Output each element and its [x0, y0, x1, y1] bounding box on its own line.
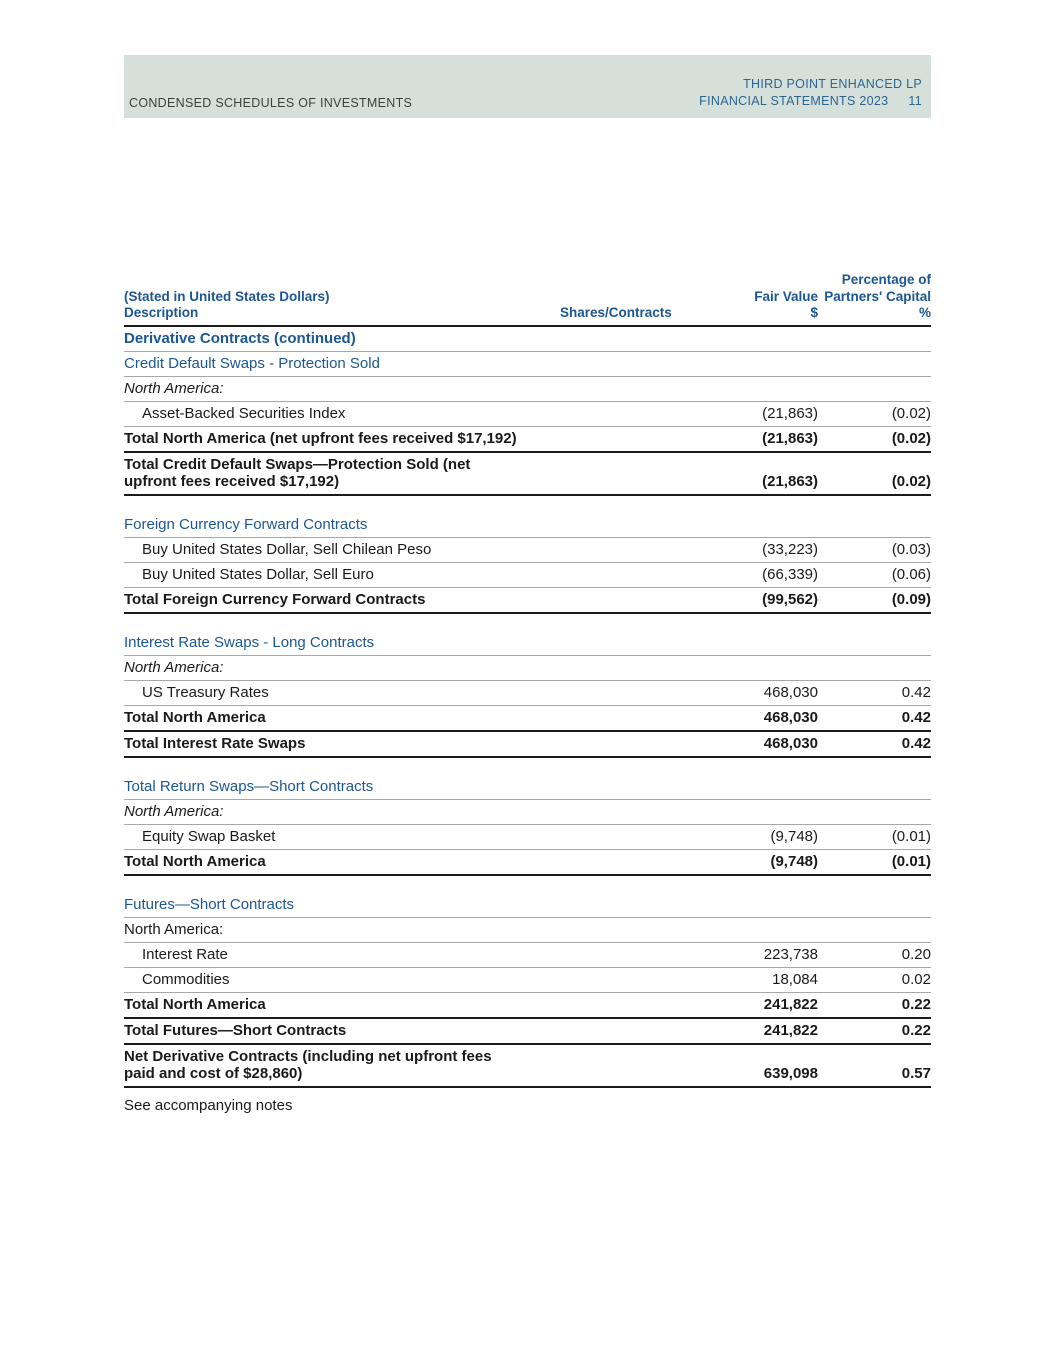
fair-value-cell: 468,030	[763, 683, 818, 701]
row-label: Total Foreign Currency Forward Contracts	[124, 590, 426, 608]
percentage-cell: 0.20	[901, 945, 931, 963]
row-label: Total North America (net upfront fees received $17,192)	[124, 429, 517, 447]
percentage-cell: (0.02)	[891, 472, 931, 490]
table-row	[124, 402, 931, 427]
fair-value-cell: (99,562)	[762, 590, 818, 608]
percentage-cell: (0.06)	[891, 565, 931, 583]
table-row-spacer	[124, 496, 931, 513]
row-label: Equity Swap Basket	[142, 827, 276, 845]
fair-value-cell: (21,863)	[762, 429, 818, 447]
fair-value-cell: (9,748)	[770, 852, 818, 870]
percentage-cell: 0.57	[901, 1064, 931, 1082]
table-body	[124, 327, 931, 1088]
col-header-percent-sign: %	[918, 305, 931, 320]
col-header-shares-contracts: Shares/Contracts	[560, 305, 672, 320]
table-row	[124, 427, 931, 453]
row-label: Buy United States Dollar, Sell Chilean Peso	[142, 540, 432, 558]
accompanying-notes-reference: See accompanying notes	[124, 1096, 293, 1114]
row-label: North America:	[124, 379, 224, 397]
investments-table	[124, 272, 931, 1114]
fair-value-cell: 223,738	[763, 945, 818, 963]
page-number: 11	[908, 94, 922, 108]
col-header-partners-capital: Partners' Capital	[824, 288, 931, 304]
percentage-cell: (0.01)	[891, 852, 931, 870]
company-name: THIRD POINT ENHANCED LP	[743, 77, 922, 91]
row-label: Credit Default Swaps - Protection Sold	[124, 354, 380, 372]
percentage-cell: (0.02)	[891, 429, 931, 447]
fair-value-cell: (9,748)	[770, 827, 818, 845]
row-label: Interest Rate Swaps - Long Contracts	[124, 633, 375, 651]
header-right-block	[699, 76, 922, 110]
row-label: Total North America	[124, 852, 266, 870]
table-row	[124, 631, 931, 656]
table-row-spacer	[124, 614, 931, 631]
table-row	[124, 453, 931, 496]
table-row	[124, 656, 931, 681]
table-row	[124, 1045, 931, 1088]
row-label: Foreign Currency Forward Contracts	[124, 515, 368, 533]
table-row	[124, 327, 931, 352]
row-label: Total North America	[124, 708, 266, 726]
percentage-cell: 0.22	[901, 995, 931, 1013]
row-label: Total North America	[124, 995, 266, 1013]
table-header	[124, 272, 931, 327]
table-header-row-2	[124, 289, 931, 306]
row-label: Commodities	[142, 970, 230, 988]
col-header-fair-value: Fair Value	[754, 288, 818, 304]
table-row	[124, 850, 931, 876]
row-label: Derivative Contracts (continued)	[124, 329, 356, 347]
percentage-cell: (0.01)	[891, 827, 931, 845]
header-spacer	[124, 272, 560, 289]
col-header-percentage-of: Percentage of	[841, 272, 931, 287]
row-label: North America:	[124, 658, 224, 676]
table-row	[124, 352, 931, 377]
fair-value-cell: 468,030	[763, 708, 818, 726]
fair-value-cell: (21,863)	[762, 472, 818, 490]
fair-value-cell: 241,822	[763, 1021, 818, 1039]
row-label: Buy United States Dollar, Sell Euro	[142, 565, 374, 583]
table-row-spacer	[124, 876, 931, 893]
header-spacer	[560, 272, 700, 289]
percentage-cell: 0.42	[901, 734, 931, 752]
table-header-row-1	[124, 272, 931, 289]
row-label: Total Interest Rate Swaps	[124, 734, 306, 752]
percentage-cell: (0.03)	[891, 540, 931, 558]
fair-value-cell: 18,084	[772, 970, 818, 988]
row-label: US Treasury Rates	[142, 683, 269, 701]
page-header-bar	[124, 55, 931, 118]
fair-value-cell: (21,863)	[762, 404, 818, 422]
row-label: Asset-Backed Securities Index	[142, 404, 346, 422]
fair-value-cell: 241,822	[763, 995, 818, 1013]
table-row	[124, 918, 931, 943]
row-label: Futures—Short Contracts	[124, 895, 295, 913]
percentage-cell: 0.02	[901, 970, 931, 988]
table-row	[124, 563, 931, 588]
table-row	[124, 377, 931, 402]
table-row	[124, 800, 931, 825]
report-title: FINANCIAL STATEMENTS 2023	[699, 94, 889, 108]
row-label: Total Futures—Short Contracts	[124, 1021, 347, 1039]
table-row	[124, 825, 931, 850]
row-label: Total Return Swaps—Short Contracts	[124, 777, 374, 795]
table-row	[124, 968, 931, 993]
fair-value-cell: (66,339)	[762, 565, 818, 583]
stated-in-usd-note: (Stated in United States Dollars)	[124, 288, 330, 304]
table-row	[124, 538, 931, 563]
col-header-description: Description	[124, 305, 199, 320]
row-label: Interest Rate	[142, 945, 228, 963]
table-row-spacer	[124, 758, 931, 775]
table-row	[124, 1019, 931, 1045]
row-label: Net Derivative Contracts (including net upfront fees paid and cost of $28,860)	[124, 1047, 492, 1082]
row-label: North America:	[124, 802, 224, 820]
table-row	[124, 893, 931, 918]
percentage-cell: 0.42	[901, 683, 931, 701]
table-row	[124, 732, 931, 758]
table-row	[124, 588, 931, 614]
table-header-row-3	[124, 305, 931, 322]
header-spacer	[700, 272, 818, 289]
document-section-title: CONDENSED SCHEDULES OF INVESTMENTS	[129, 96, 413, 110]
report-title-line	[699, 93, 922, 110]
fair-value-cell: 468,030	[763, 734, 818, 752]
percentage-cell: 0.22	[901, 1021, 931, 1039]
percentage-cell: (0.09)	[891, 590, 931, 608]
table-row	[124, 775, 931, 800]
fair-value-cell: 639,098	[763, 1064, 818, 1082]
table-row	[124, 513, 931, 538]
table-row	[124, 943, 931, 968]
row-label: North America:	[124, 920, 224, 938]
percentage-cell: (0.02)	[891, 404, 931, 422]
table-row	[124, 681, 931, 706]
table-row	[124, 706, 931, 732]
fair-value-cell: (33,223)	[762, 540, 818, 558]
col-header-dollar-sign: $	[810, 305, 818, 320]
row-label: Total Credit Default Swaps—Protection Sold (net upfront fees received $17,192)	[124, 455, 471, 490]
table-row	[124, 993, 931, 1019]
percentage-cell: 0.42	[901, 708, 931, 726]
header-spacer	[560, 289, 700, 306]
